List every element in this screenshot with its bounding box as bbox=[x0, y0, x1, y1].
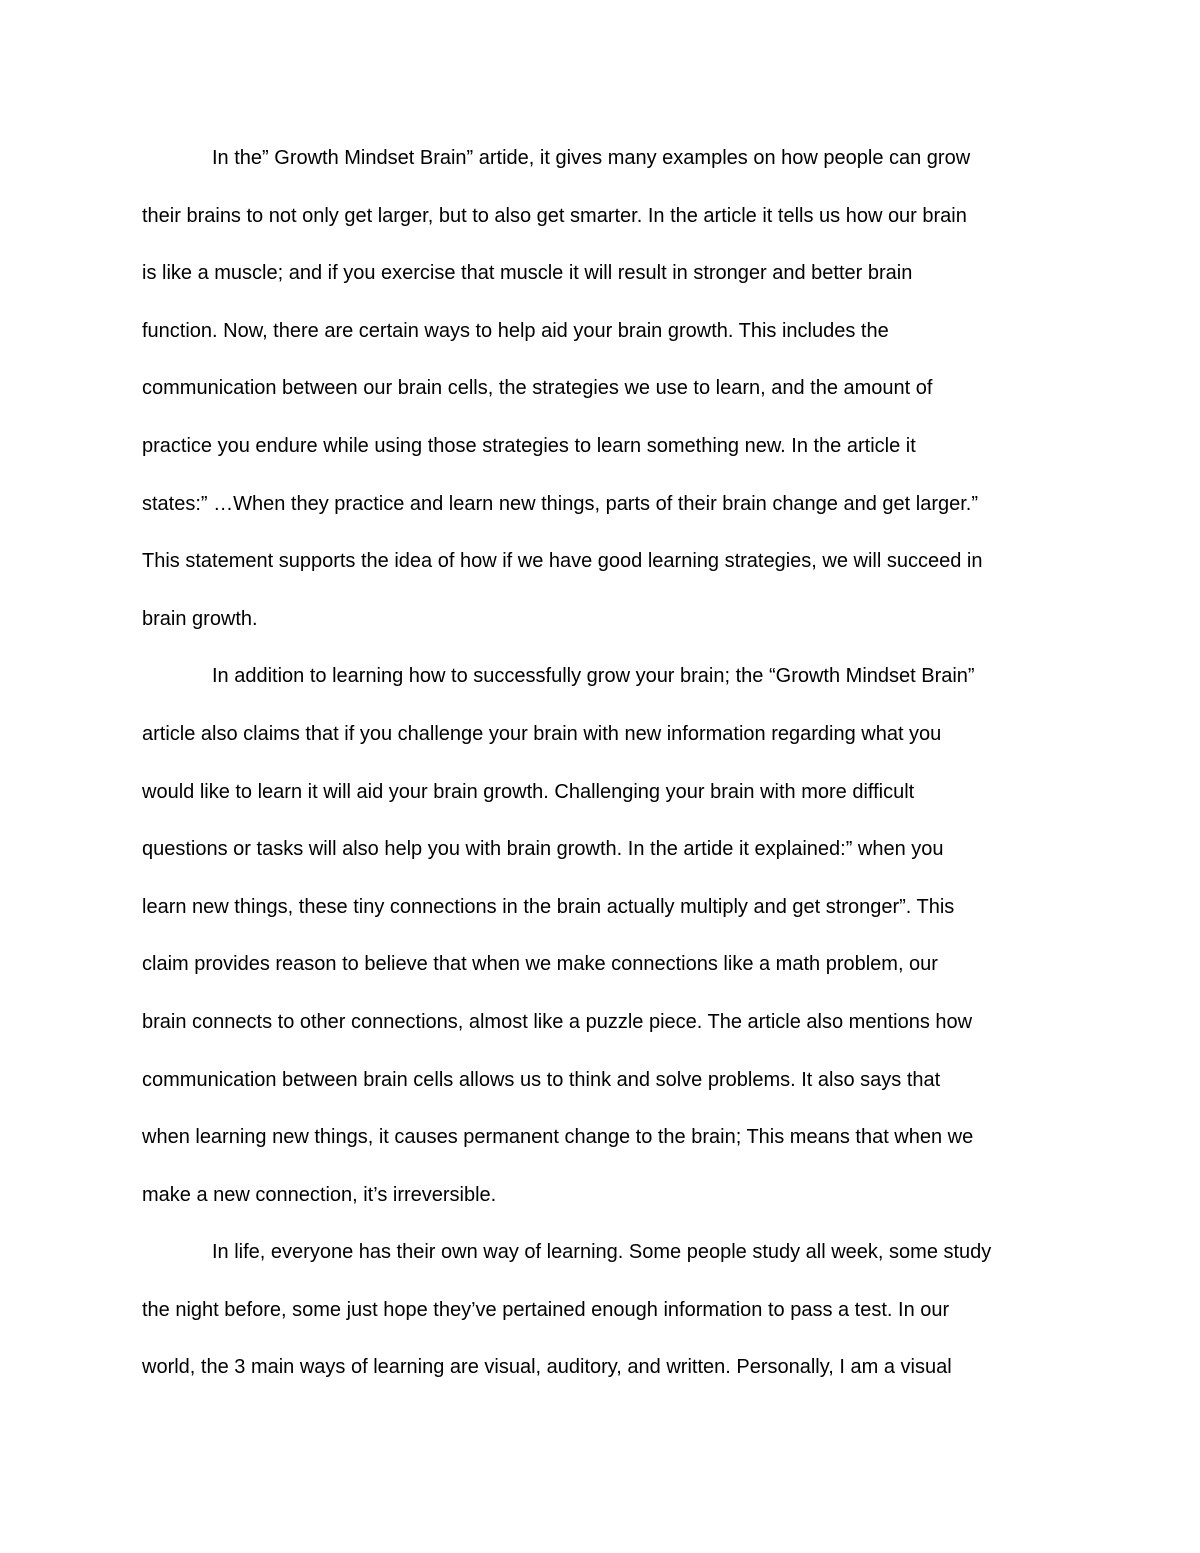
text-line: learn new things, these tiny connections in the brain actually multiply and get stronger”. This bbox=[142, 895, 955, 918]
text-line: claim provides reason to believe that when we make connections like a math problem, our bbox=[142, 953, 938, 976]
text-line: brain growth. bbox=[142, 607, 258, 630]
text-line: would like to learn it will aid your brain growth. Challenging your brain with more difficult bbox=[142, 780, 915, 803]
text-line: brain connects to other connections, almost like a puzzle piece. The article also mentions how bbox=[142, 1010, 973, 1033]
text-line: make a new connection, it’s irreversible. bbox=[142, 1183, 497, 1206]
text-line: the night before, some just hope they’ve pertained enough information to pass a test. In our bbox=[142, 1298, 950, 1321]
text-line: world, the 3 main ways of learning are visual, auditory, and written. Personally, I am a visual bbox=[142, 1356, 952, 1379]
text-line: In the” Growth Mindset Brain” artide, it gives many examples on how people can grow bbox=[212, 147, 971, 169]
text-line: practice you endure while using those strategies to learn something new. In the article it bbox=[142, 434, 916, 457]
text-line: communication between brain cells allows us to think and solve problems. It also says that bbox=[142, 1068, 941, 1091]
text-line: states:” …When they practice and learn new things, parts of their brain change and get larger.” bbox=[142, 492, 979, 515]
text-line: is like a muscle; and if you exercise that muscle it will result in stronger and better brain bbox=[142, 262, 913, 285]
text-line: This statement supports the idea of how if we have good learning strategies, we will succeed in bbox=[142, 550, 983, 573]
text-line: communication between our brain cells, the strategies we use to learn, and the amount of bbox=[142, 377, 933, 400]
text-line: In life, everyone has their own way of learning. Some people study all week, some study bbox=[212, 1241, 992, 1264]
text-line: article also claims that if you challenge your brain with new information regarding what you bbox=[142, 722, 942, 745]
document-body bbox=[142, 140, 1062, 1407]
text-line: function. Now, there are certain ways to help aid your brain growth. This includes the bbox=[142, 319, 889, 342]
text-line: In addition to learning how to successfully grow your brain; the “Growth Mindset Brain” bbox=[212, 665, 975, 688]
text-line: their brains to not only get larger, but to also get smarter. In the article it tells us how our brain bbox=[142, 204, 967, 227]
text-line: when learning new things, it causes permanent change to the brain; This means that when we bbox=[142, 1126, 974, 1149]
text-line: questions or tasks will also help you with brain growth. In the artide it explained:” when you bbox=[142, 838, 944, 861]
